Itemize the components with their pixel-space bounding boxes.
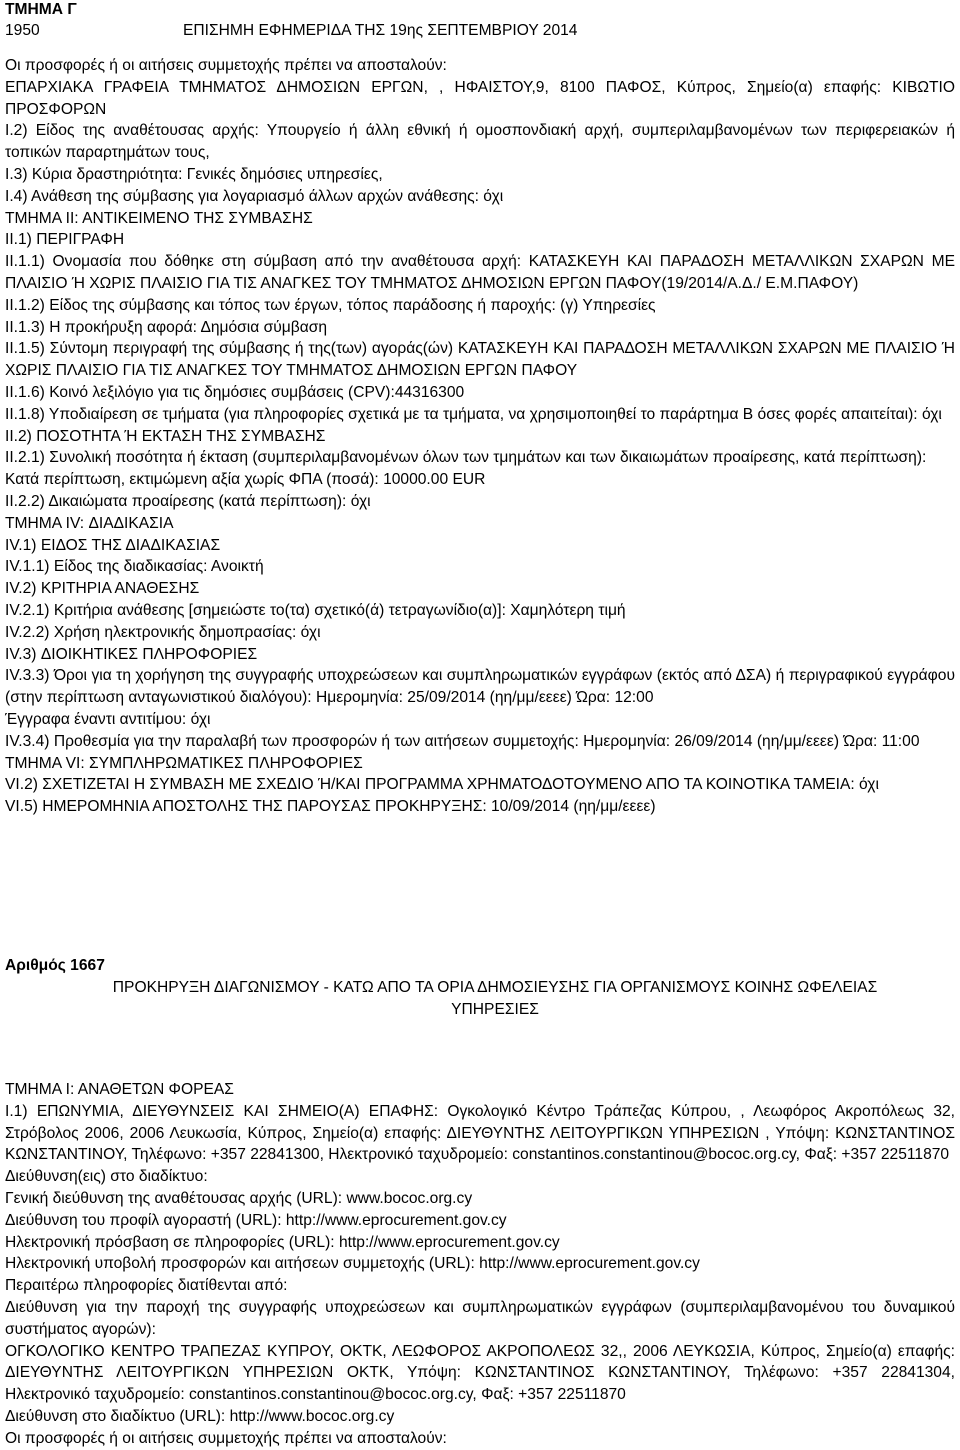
section-heading: ΤΜΗΜΑ IV: ΔΙΑΔΙΚΑΣΙΑ — [5, 514, 174, 532]
section-heading: ΤΜΗΜΑ Ι: ΑΝΑΘΕΤΩΝ ΦΟΡΕΑΣ — [5, 1081, 234, 1098]
paragraph: ΙΙ.1) ΠΕΡΙΓΡΑΦΗ — [5, 231, 125, 249]
paragraph: ΙΙ.1.1) Ονομασία που δόθηκε στη σύμβαση από την αναθέτουσα αρχή: ΚΑΤΑΣΚΕΥΗ ΚΑΙ ΠΑΡΑΔΟΣΗ ΜΕΤΑΛΛΙΚΩΝ ΣΧΑΡΩΝ ΜΕ ΠΛΑΙΣΙΟ Ή ΧΩΡΙΣ ΠΛΑΙΣΙΟ ΓΙΑ ΤΙΣ ΑΝΑΓΚΕΣ ΤΟΥ ΤΜΗΜΑΤΟΣ ΔΗΜΟΣΙΩΝ ΕΡΓΩΝ ΠΑΦΟΥ(19/2014/Α.Δ./ Ε.Μ.ΠΑΦΟΥ) — [5, 253, 955, 292]
paragraph: ΕΠΑΡΧΙΑΚΑ ΓΡΑΦΕΙΑ ΤΜΗΜΑΤΟΣ ΔΗΜΟΣΙΩΝ ΕΡΓΩΝ, , ΗΦΑΙΣΤΟΥ,9, 8100 ΠΑΦΟΣ, Κύπρος, Σημείο(α) επαφής: ΚΙΒΩΤΙΟ ΠΡΟΣΦΟΡΩΝ — [5, 78, 955, 118]
paragraph: Οι προσφορές ή οι αιτήσεις συμμετοχής πρέπει να αποσταλούν: — [5, 1429, 447, 1447]
notice-title-continued: ΥΠΗΡΕΣΙΕΣ — [451, 1000, 539, 1018]
notice-body-1667 — [5, 1079, 955, 1450]
paragraph: ΙΙ.1.8) Υποδιαίρεση σε τμήματα (για πληροφορίες σχετικά με τα τμήματα, να χρησιμοποιηθεί το παράρτημα Β όσες φορές απαιτείται): όχι — [5, 405, 942, 423]
paragraph: Κατά περίπτωση, εκτιμώμενη αξία χωρίς ΦΠΑ (ποσά): 10000.00 EUR — [5, 471, 486, 489]
paragraph: ΙΙ.1.3) Η προκήρυξη αφορά: Δημόσια σύμβαση — [5, 318, 328, 336]
paragraph: Διεύθυνση για την παροχή της συγγραφής υποχρεώσεων και συμπληρωματικών εγγράφων (συμπεριλαμβανομένου του δυναμικού συστήματος αγορών): — [5, 1298, 955, 1338]
paragraph: Ι.1) ΕΠΩΝΥΜΙΑ, ΔΙΕΥΘΥΝΣΕΙΣ ΚΑΙ ΣΗΜΕΙΟ(Α) ΕΠΑΦΗΣ: Ογκολογικό Κέντρο Τράπεζας Κύπρου, , Λεωφόρος Ακροπόλεως 32, Στρόβολος 2006, 2006 Λευκωσία, Κύπρος, Σημείο(α) επαφής: ΔΙΕΥΘΥΝΤΗΣ ΛΕΙΤΟΥΡΓΙΚΩΝ ΥΠΗΡΕΣΙΩΝ , Υπόψη: ΚΩΝΣΤΑΝΤΙΝΟΣ ΚΩΝΣΤΑΝΤΙΝΟΥ, Τηλέφωνο: +357 22841300, Ηλεκτρονικό ταχυδρομείο: constantinos.constantinou@bococ.org.cy, Φαξ: +357 22511870 — [5, 1102, 955, 1164]
paragraph: IV.1.1) Είδος της διαδικασίας: Ανοικτή — [5, 558, 264, 576]
paragraph: Οι προσφορές ή οι αιτήσεις συμμετοχής πρέπει να αποσταλούν: — [5, 57, 447, 74]
paragraph: IV.2.2) Χρήση ηλεκτρονικής δημοπρασίας: όχι — [5, 623, 321, 641]
section-heading: ΤΜΗΜΑ VI: ΣΥΜΠΛΗΡΩΜΑΤΙΚΕΣ ΠΛΗΡΟΦΟΡΙΕΣ — [5, 754, 363, 772]
section-heading: ΤΜΗΜΑ ΙΙ: ΑΝΤΙΚΕΙΜΕΝΟ ΤΗΣ ΣΥΜΒΑΣΗΣ — [5, 209, 313, 227]
paragraph: IV.2) ΚΡΙΤΗΡΙΑ ΑΝΑΘΕΣΗΣ — [5, 580, 200, 598]
paragraph: ΙΙ.2) ΠΟΣΟΤΗΤΑ Ή ΕΚΤΑΣΗ ΤΗΣ ΣΥΜΒΑΣΗΣ — [5, 427, 326, 445]
page-header — [5, 20, 950, 42]
section-label: ΤΜΗΜΑ Γ — [5, 1, 77, 18]
page-number: 1950 — [5, 22, 40, 39]
paragraph: Γενική διεύθυνση της αναθέτουσας αρχής (URL): www.bococ.org.cy — [5, 1189, 473, 1207]
paragraph: ΟΓΚΟΛΟΓΙΚΟ ΚΕΝΤΡΟ ΤΡΑΠΕΖΑΣ ΚΥΠΡΟΥ, ΟΚΤΚ, ΛΕΩΦΟΡΟΣ ΑΚΡΟΠΟΛΕΩΣ 32,, 2006 ΛΕΥΚΩΣΙΑ, Κύπρος, Σημείο(α) επαφής: ΔΙΕΥΘΥΝΤΗΣ ΛΕΙΤΟΥΡΓΙΚΩΝ ΥΠΗΡΕΣΙΩΝ ΟΚΤΚ, Υπόψη: ΚΩΝΣΤΑΝΤΙΝΟΣ ΚΩΝΣΤΑΝΤΙΝΟΥ, Τηλέφωνο: +357 22841304, Ηλεκτρονικό ταχυδρομείο: constantinos.constantinou@bococ.org.cy, Φαξ: +357 22511870 — [5, 1342, 955, 1404]
notice-title: ΠΡΟΚΗΡΥΞΗ ΔΙΑΓΩΝΙΣΜΟΥ - ΚΑΤΩ ΑΠΟ ΤΑ ΟΡΙΑ ΔΗΜΟΣΙΕΥΣΗΣ ΓΙΑ ΟΡΓΑΝΙΣΜΟΥΣ ΚΟΙΝΗΣ ΩΦΕΛΕΙΑΣ — [112, 978, 878, 996]
paragraph: Ι.2) Είδος της αναθέτουσας αρχής: Υπουργείο ή άλλη εθνική ή ομοσπονδιακή αρχή, συμπεριλαμβανομένων των περιφερειακών ή τοπικών παραρτημάτων τους, — [5, 122, 955, 162]
paragraph: Ι.3) Κύρια δραστηριότητα: Γενικές δημόσιες υπηρεσίες, — [5, 165, 383, 183]
notice-header — [5, 955, 955, 1020]
paragraph: Ηλεκτρονική πρόσβαση σε πληροφορίες (URL): http://www.eprocurement.gov.cy — [5, 1233, 560, 1251]
paragraph: ΙΙ.1.6) Κοινό λεξιλόγιο για τις δημόσιες συμβάσεις (CPV):44316300 — [5, 383, 465, 401]
notice-number: Αριθμός 1667 — [5, 957, 105, 974]
paragraph: VI.2) ΣΧΕΤΙΖΕΤΑΙ Η ΣΥΜΒΑΣΗ ΜΕ ΣΧΕΔΙΟ Ή/ΚΑΙ ΠΡΟΓΡΑΜΜΑ ΧΡΗΜΑΤΟΔΟΤΟΥΜΕΝΟ ΑΠΟ ΤΑ ΚΟΙΝΟΤΙΚΑ ΤΑΜΕΙΑ: όχι — [5, 776, 879, 794]
paragraph: ΙΙ.1.5) Σύντομη περιγραφή της σύμβασης ή της(των) αγοράς(ών) ΚΑΤΑΣΚΕΥΗ ΚΑΙ ΠΑΡΑΔΟΣΗ ΜΕΤΑΛΛΙΚΩΝ ΣΧΑΡΩΝ ΜΕ ΠΛΑΙΣΙΟ Ή ΧΩΡΙΣ ΠΛΑΙΣΙΟ ΓΙΑ ΤΙΣ ΑΝΑΓΚΕΣ ΤΟΥ ΤΜΗΜΑΤΟΣ ΔΗΜΟΣΙΩΝ ΕΡΓΩΝ ΠΑΦΟΥ — [5, 340, 955, 380]
paragraph: ΙΙ.1.2) Είδος της σύμβασης και τόπος των έργων, τόπος παράδοσης ή παροχής: (γ) Υπηρεσίες — [5, 296, 656, 314]
notice-body-previous — [5, 55, 955, 818]
gazette-title: ΕΠΙΣΗΜΗ ΕΦΗΜΕΡΙΔΑ ΤΗΣ 19ης ΣΕΠΤΕΜΒΡΙΟΥ 2014 — [183, 22, 578, 39]
paragraph: IV.3.4) Προθεσμία για την παραλαβή των προσφορών ή των αιτήσεων συμμετοχής: Ημερομηνία: 26/09/2014 (ηη/μμ/εεεε) Ώρα: 11:00 — [5, 732, 920, 750]
paragraph: Ι.4) Ανάθεση της σύμβασης για λογαριασμό άλλων αρχών ανάθεσης: όχι — [5, 187, 504, 205]
paragraph: IV.2.1) Κριτήρια ανάθεσης [σημειώστε το(τα) σχετικό(ά) τετραγωνίδιο(α)]: Χαμηλότερη τιμή — [5, 601, 626, 619]
paragraph: Διεύθυνση στο διαδίκτυο (URL): http://www.bococ.org.cy — [5, 1407, 395, 1425]
paragraph: IV.1) ΕΙΔΟΣ ΤΗΣ ΔΙΑΔΙΚΑΣΙΑΣ — [5, 536, 221, 554]
paragraph: Ηλεκτρονική υποβολή προσφορών και αιτήσεων συμμετοχής (URL): http://www.eprocurement.gov.cy — [5, 1255, 700, 1273]
paragraph: ΙΙ.2.2) Δικαιώματα προαίρεσης (κατά περίπτωση): όχι — [5, 492, 371, 510]
paragraph: Έγγραφα έναντι αντιτίμου: όχι — [5, 710, 211, 728]
paragraph: Περαιτέρω πληροφορίες διατίθενται από: — [5, 1277, 288, 1295]
paragraph: Διεύθυνση(εις) στο διαδίκτυο: — [5, 1168, 208, 1186]
paragraph: ΙΙ.2.1) Συνολική ποσότητα ή έκταση (συμπεριλαμβανομένων όλων των τμημάτων και των δικαιωμάτων προαίρεσης, κατά περίπτωση): — [5, 449, 927, 467]
paragraph: Διεύθυνση του προφίλ αγοραστή (URL): http://www.eprocurement.gov.cy — [5, 1211, 507, 1229]
paragraph: IV.3) ΔΙΟΙΚΗΤΙΚΕΣ ΠΛΗΡΟΦΟΡΙΕΣ — [5, 645, 258, 663]
paragraph: VI.5) ΗΜΕΡΟΜΗΝΙΑ ΑΠΟΣΤΟΛΗΣ ΤΗΣ ΠΑΡΟΥΣΑΣ ΠΡΟΚΗΡΥΞΗΣ: 10/09/2014 (ηη/μμ/εεεε) — [5, 798, 656, 816]
paragraph: IV.3.3) Όροι για τη χορήγηση της συγγραφής υποχρεώσεων και συμπληρωματικών εγγράφων (εκτός από ΔΣΑ) ή περιγραφικού εγγράφου (στην περίπτωση ανταγωνιστικού διαλόγου): Ημερομηνία: 25/09/2014 (ηη/μμ/εεεε) Ώρα: 12:00 — [5, 667, 955, 707]
